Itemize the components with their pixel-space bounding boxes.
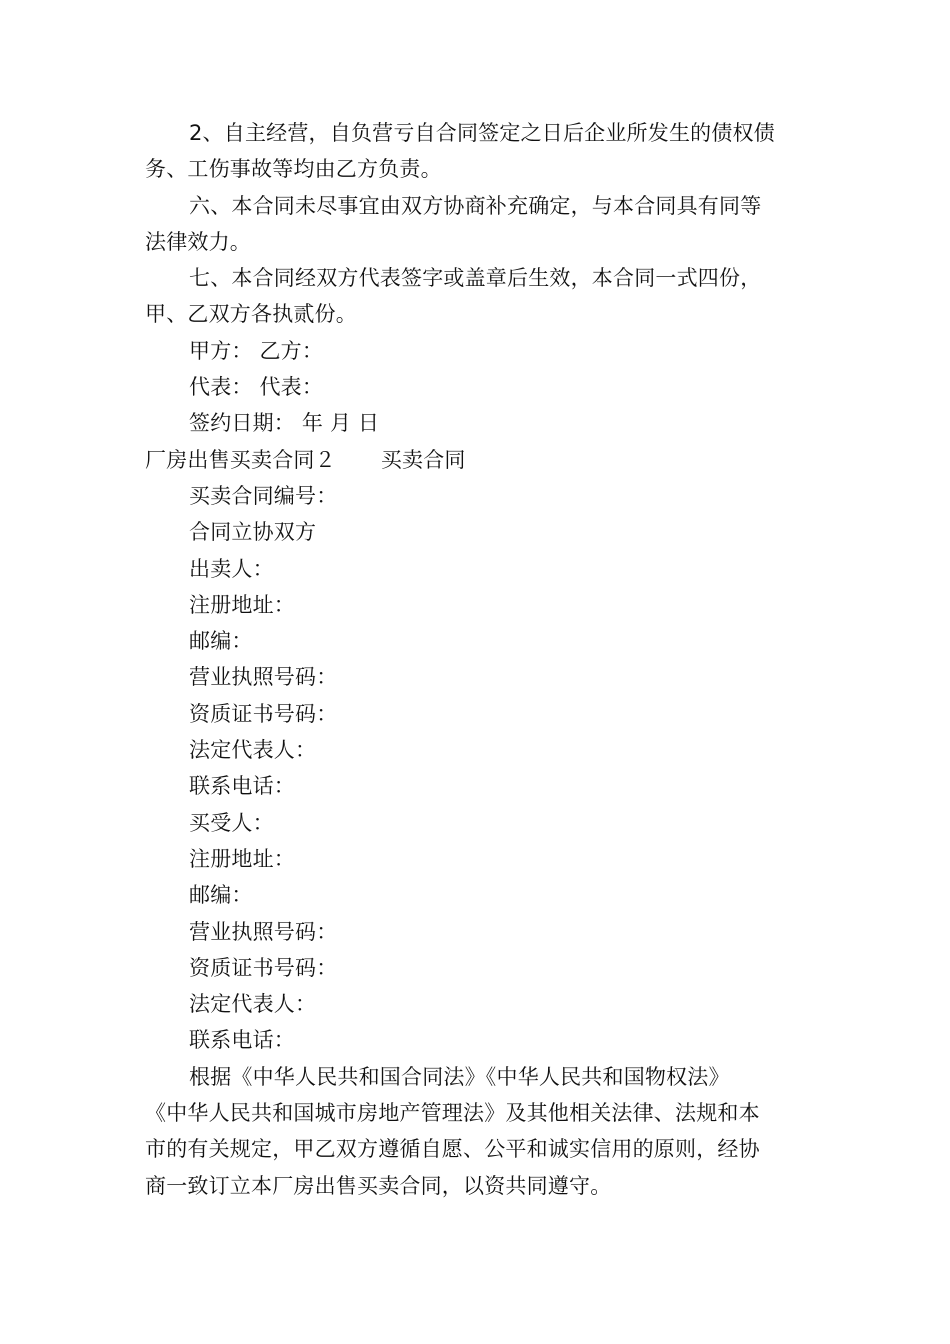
field-buyer-phone: 联系电话： (189, 1028, 295, 1053)
field-buyer-license: 营业执照号码： (189, 919, 338, 944)
field-seller-license: 营业执照号码： (189, 665, 338, 690)
sign-date-line: 签约日期： 年 月 日 (189, 411, 380, 436)
clause-6-line-1: 六、本合同未尽事宜由双方协商补充确定，与本合同具有同等 (189, 193, 762, 218)
field-seller-phone: 联系电话： (189, 774, 295, 799)
closing-line-4: 商一致订立本厂房出售买卖合同，以资共同遵守。 (145, 1173, 612, 1198)
clause-2-line-2: 务、工伤事故等均由乙方负责。 (145, 157, 442, 182)
representative-line: 代表： 代表： (189, 375, 324, 400)
field-contract-parties: 合同立协双方 (189, 520, 317, 545)
clause-6-line-2: 法律效力。 (145, 229, 251, 254)
field-seller-legal-rep: 法定代表人： (189, 738, 317, 763)
closing-line-3: 市的有关规定，甲乙双方遵循自愿、公平和诚实信用的原则，经协 (145, 1137, 760, 1162)
field-seller: 出卖人： (189, 556, 274, 581)
field-buyer-address: 注册地址： (189, 846, 295, 871)
field-seller-address: 注册地址： (189, 592, 295, 617)
party-signature-line: 甲方： 乙方： (189, 338, 324, 363)
section-heading-left: 厂房出售买卖合同２ (145, 447, 336, 472)
closing-line-1: 根据《中华人民共和国合同法》《中华人民共和国物权法》 (189, 1064, 730, 1089)
closing-line-2: 《中华人民共和国城市房地产管理法》及其他相关法律、法规和本 (145, 1101, 760, 1126)
field-buyer-qualification: 资质证书号码： (189, 955, 338, 980)
field-seller-postcode: 邮编： (189, 629, 253, 654)
clause-7-line-1: 七、本合同经双方代表签字或盖章后生效，本合同一式四份， (189, 266, 762, 291)
field-buyer: 买受人： (189, 810, 274, 835)
clause-7-line-2: 甲、乙双方各执贰份。 (145, 302, 357, 327)
clause-2-line-1: 2、自主经营，自负营亏自合同签定之日后企业所发生的债权债 (189, 121, 775, 145)
field-seller-qualification: 资质证书号码： (189, 701, 338, 726)
section-heading-right: 买卖合同 (380, 447, 466, 472)
section-heading (145, 442, 805, 478)
field-buyer-legal-rep: 法定代表人： (189, 992, 317, 1017)
document-body (145, 115, 805, 1204)
field-contract-number: 买卖合同编号： (189, 483, 338, 508)
field-buyer-postcode: 邮编： (189, 883, 253, 908)
